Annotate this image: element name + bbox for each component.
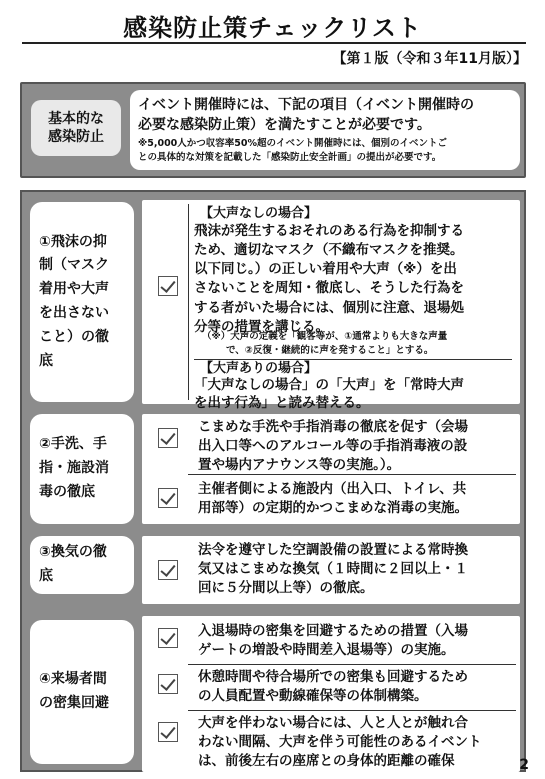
ventilation-text [198, 541, 516, 598]
section-panel-disinfection [142, 414, 520, 524]
section-label-line: を出さない [39, 305, 109, 321]
section-label-line: ④来場者間 [39, 671, 107, 688]
quiet-line: さないことを周知・徹底し、そうした行為を [194, 280, 464, 297]
loud-line: を出す行為」と読み替える。 [194, 394, 370, 411]
section-label-ventilation [30, 536, 134, 594]
section-label-line: 底 [39, 568, 53, 584]
item-line: 回に５分間以上等）の徹底。 [198, 580, 374, 597]
section-label-line: 着用や大声 [39, 281, 109, 298]
divider [188, 710, 516, 711]
basic-note-line: ※5,000人かつ収容率50%超のイベント開催時には、個別のイベントご [138, 137, 448, 149]
entry-exit-text [198, 622, 516, 660]
break-area-text [198, 668, 516, 706]
item-line: 法令を遵守した空調設備の設置による常時換 [198, 542, 468, 558]
hand-hygiene-text [198, 418, 516, 475]
note-line: （※）大声の定義を「観客等が、①通常よりも大きな声量 [202, 331, 448, 342]
quiet-line: する者がいた場合には、個別に注意、退場処 [194, 299, 464, 316]
quiet-line: ため、適切なマスク（不織布マスクを推奨。 [194, 242, 464, 259]
item-line: 入退場時の密集を回避するための措置（入場 [198, 623, 468, 639]
item-line: 置や場内アナウンス等の実施。）。 [198, 457, 401, 474]
checklist-sections [20, 190, 526, 772]
hand-hygiene-checkbox[interactable] [158, 428, 178, 448]
quiet-case-body [194, 222, 516, 337]
distancing-checkbox[interactable] [158, 722, 178, 742]
basic-label-line: 感染防止 [48, 129, 104, 145]
item-line: 気又はこまめな換気（１時間に２回以上・１ [198, 561, 468, 578]
distancing-text [198, 714, 516, 771]
edition-label: 【第１版（令和３年11月版）】 [332, 51, 527, 67]
loud-voice-definition-note [202, 330, 514, 359]
page-title: 感染防止策チェックリスト [123, 14, 422, 42]
quiet-case-title: 【大声なしの場合】 [200, 206, 318, 221]
loud-case-body [194, 377, 516, 412]
loud-line: 「大声なしの場合」の「大声」を「常時大声 [194, 377, 464, 393]
basic-note-line: との具体的な対策を記載した「感染防止安全計画」の提出が必要です。 [138, 151, 442, 163]
basic-prevention-body [130, 90, 520, 170]
item-line: 大声を伴わない場合には、人と人とが触れ合 [198, 715, 468, 731]
section-label-line: こと）の徹 [39, 328, 109, 345]
item-line: 休憩時間や待合場所での密集も回避するため [198, 669, 468, 685]
section-label-droplets [30, 202, 134, 402]
section-label-line: 底 [39, 352, 53, 369]
page-number: 2 [519, 757, 529, 773]
section-label-line: ③換気の徹 [39, 544, 107, 561]
divider [188, 664, 516, 665]
basic-main-line: イベント開催時には、下記の項目（イベント開催時の [138, 97, 474, 113]
break-area-checkbox[interactable] [158, 674, 178, 694]
note-line: で、②反復・継続的に声を発すること」とする。 [226, 345, 434, 357]
section-label-line: ②手洗、手 [39, 436, 107, 453]
quiet-line: 以下同じ。）の正しい着用や大声（※）を出 [194, 261, 457, 278]
section-label-crowding [30, 620, 134, 764]
entry-exit-checkbox[interactable] [158, 628, 178, 648]
item-line: は、前後左右の座席との身体的距離の確保 [198, 753, 455, 770]
divider [188, 204, 189, 400]
item-line: 用部等）の定期的かつこまめな消毒の実施。 [198, 500, 468, 517]
section-label-line: 制（マスク [39, 257, 109, 274]
section-label-line: ①飛沫の抑 [39, 233, 107, 250]
droplets-checkbox[interactable] [158, 276, 178, 296]
section-panel-droplets [142, 200, 520, 411]
section-label-line: 毒の徹底 [39, 483, 95, 500]
item-line: こまめな手洗や手指消毒の徹底を促す（会場 [198, 419, 468, 435]
facility-disinfection-text [198, 480, 516, 518]
quiet-line: 飛沫が発生するおそれのある行為を抑制する [194, 223, 464, 239]
basic-label-line: 基本的な [48, 110, 104, 127]
quiet-line: 分等の措置を講じる。 [194, 318, 329, 335]
basic-prevention-label [31, 100, 121, 156]
section-label-line: の密集回避 [39, 695, 109, 711]
basic-prevention-box [20, 82, 526, 178]
item-line: ゲートの増設や時間差入退場等）の実施。 [198, 642, 455, 659]
section-panel-ventilation [142, 536, 520, 604]
loud-case-title: 【大声ありの場合】 [200, 361, 318, 376]
section-label-disinfection [30, 414, 134, 524]
ventilation-checkbox[interactable] [158, 560, 178, 580]
item-line: わない間隔、大声を伴う可能性のあるイベント [198, 734, 482, 751]
facility-disinfection-checkbox[interactable] [158, 488, 178, 508]
section-panel-crowding [142, 616, 520, 772]
item-line: 主催者側による施設内（出入口、トイレ、共 [198, 481, 467, 497]
item-line: の人員配置や動線確保等の体制構築。 [198, 688, 428, 705]
title-underline [22, 42, 526, 44]
section-label-line: 指・施設消 [39, 460, 109, 477]
divider [188, 474, 516, 475]
item-line: 出入口等へのアルコール等の手指消毒液の設 [198, 438, 468, 455]
basic-main-line: 必要な感染防止策）を満たすことが必要です。 [138, 117, 431, 134]
